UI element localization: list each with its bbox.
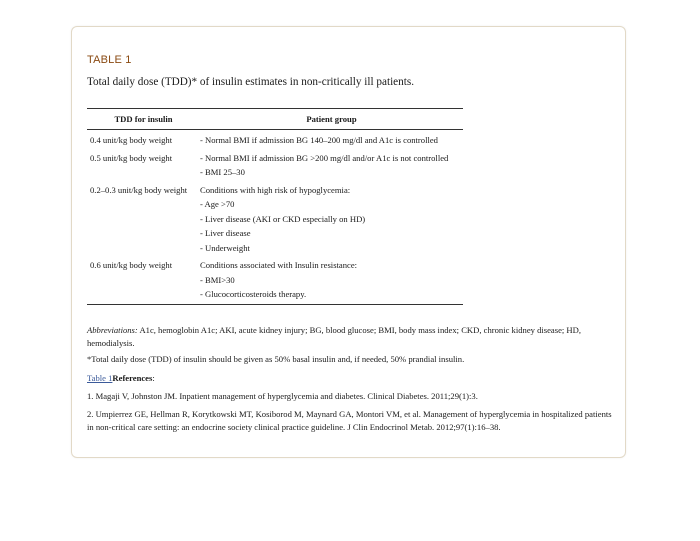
table-panel bbox=[71, 26, 626, 458]
reference-1: 1. Magaji V, Johnston JM. Inpatient management of hyperglycemia and diabetes. Clinical Diabetes. 2011;29(1):3. bbox=[87, 391, 478, 401]
reference-2: 2. Umpierrez GE, Hellman R, Korytkowski MT, Kosiborod M, Maynard GA, Montori VM, et al. Management of hyperglycemia in hospitalized patients in non-critical care setting: an endocrine society clinical practice guideline. J Clin Endocrinol Metab. 2012;97(1):16–38. bbox=[87, 409, 612, 432]
table-row bbox=[87, 255, 463, 304]
group-line: Conditions with high risk of hypoglycemia: bbox=[200, 184, 351, 195]
group-line: Conditions associated with Insulin resistance: bbox=[200, 260, 358, 270]
table-header-row bbox=[87, 109, 463, 130]
group-line: - Liver disease (AKI or CKD especially on HD) bbox=[200, 213, 366, 224]
group-line: - Age >70 bbox=[200, 199, 235, 209]
header-patient-group: Patient group bbox=[200, 109, 463, 130]
table-row bbox=[87, 148, 463, 180]
table-caption: Total daily dose (TDD)* of insulin estimates in non-critically ill patients. bbox=[87, 76, 415, 88]
abbreviations-note bbox=[87, 324, 612, 349]
group-line: - BMI 25–30 bbox=[200, 167, 245, 177]
dose-cell: 0.5 unit/kg body weight bbox=[90, 152, 173, 163]
group-line: - Normal BMI if admission BG 140–200 mg/dl and A1c is controlled bbox=[200, 135, 438, 145]
table-row bbox=[87, 130, 463, 148]
abbreviations-text: A1c, hemoglobin A1c; AKI, acute kidney injury; BG, blood glucose; BMI, body mass index; CKD, chronic kidney disease; HD, hemodialysis. bbox=[87, 325, 581, 348]
table-label: TABLE 1 bbox=[87, 54, 132, 66]
group-line: - Liver disease bbox=[200, 228, 251, 238]
dose-cell: 0.6 unit/kg body weight bbox=[90, 260, 173, 270]
references-label: References bbox=[112, 373, 153, 383]
table-1-link[interactable]: Table 1 bbox=[87, 373, 113, 383]
group-line: - Underweight bbox=[200, 242, 250, 253]
tdd-footnote: *Total daily dose (TDD) of insulin should be given as 50% basal insulin and, if needed, 50% prandial insulin. bbox=[87, 354, 465, 364]
dose-cell: 0.2–0.3 unit/kg body weight bbox=[90, 184, 188, 195]
group-line: - Glucocorticosteroids therapy. bbox=[200, 289, 307, 299]
group-line: - Normal BMI if admission BG >200 mg/dl and/or A1c is not controlled bbox=[200, 152, 449, 163]
table-row bbox=[87, 180, 463, 256]
header-tdd: TDD for insulin bbox=[87, 109, 200, 130]
references-colon: : bbox=[152, 373, 155, 383]
dose-cell: 0.4 unit/kg body weight bbox=[90, 135, 173, 145]
abbreviations-label: Abbreviations: bbox=[87, 325, 138, 335]
group-line: - BMI>30 bbox=[200, 274, 235, 285]
references-heading bbox=[87, 372, 612, 385]
insulin-table bbox=[87, 108, 463, 305]
